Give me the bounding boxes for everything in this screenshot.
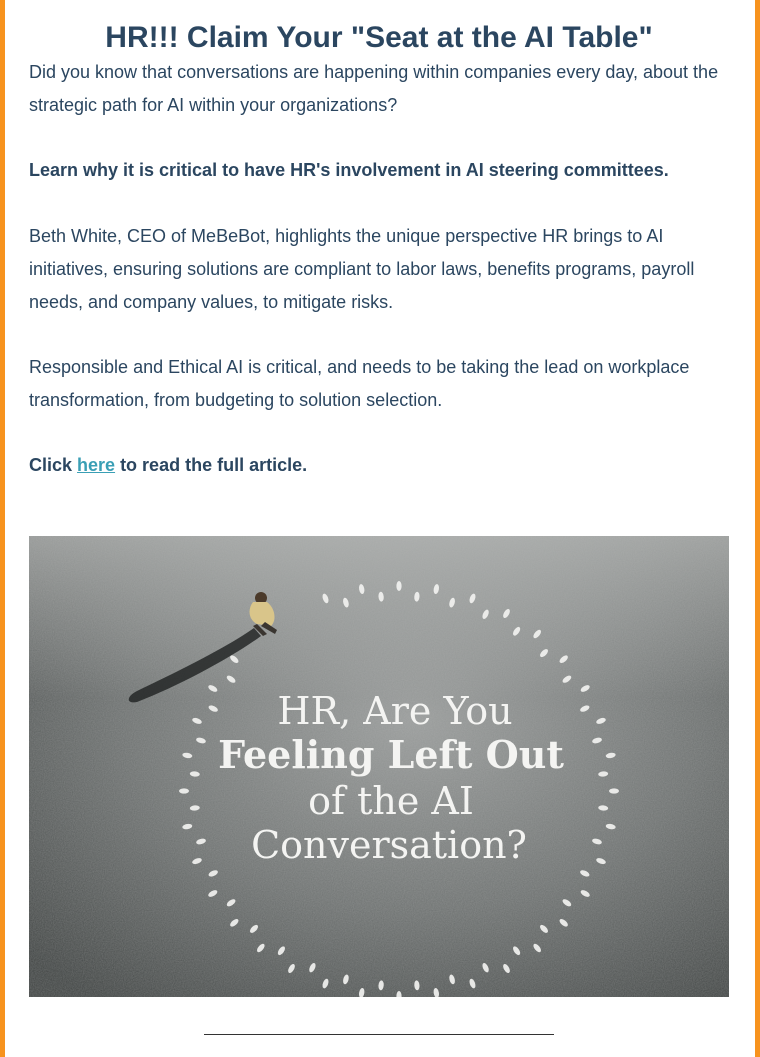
hero-image[interactable] <box>29 536 729 997</box>
footprint <box>396 581 401 591</box>
footprint <box>179 788 189 793</box>
hero-line-1: HR, Are You <box>277 689 513 733</box>
cta-prefix: Click <box>29 455 78 475</box>
lead-paragraph: Learn why it is critical to have HR's involvement in AI steering committees. <box>29 160 669 180</box>
intro-paragraph: Did you know that conversations are happening within companies every day, about the strategic path for AI within your organizations? <box>29 62 719 115</box>
hero-line-2: Feeling Left Out <box>218 732 564 777</box>
hero-line-3: of the AI <box>308 779 474 823</box>
body-paragraph-1: Beth White, CEO of MeBeBot, highlights the unique perspective HR brings to AI initiatives, ensuring solutions are compliant to labor laws, benefits programs, payroll needs, and company values, to mitigate risks. <box>29 226 695 312</box>
footprint <box>609 788 619 793</box>
cta-suffix: to read the full article. <box>115 455 308 475</box>
divider-line <box>204 1034 554 1035</box>
article-title: HR!!! Claim Your "Seat at the AI Table" <box>105 21 653 54</box>
cta-paragraph <box>29 449 729 482</box>
read-article-link[interactable]: here <box>77 455 116 475</box>
body-paragraph-2: Responsible and Ethical AI is critical, and needs to be taking the lead on workplace transformation, from budgeting to solution selection. <box>29 357 690 410</box>
hero-line-4: Conversation? <box>251 823 527 867</box>
